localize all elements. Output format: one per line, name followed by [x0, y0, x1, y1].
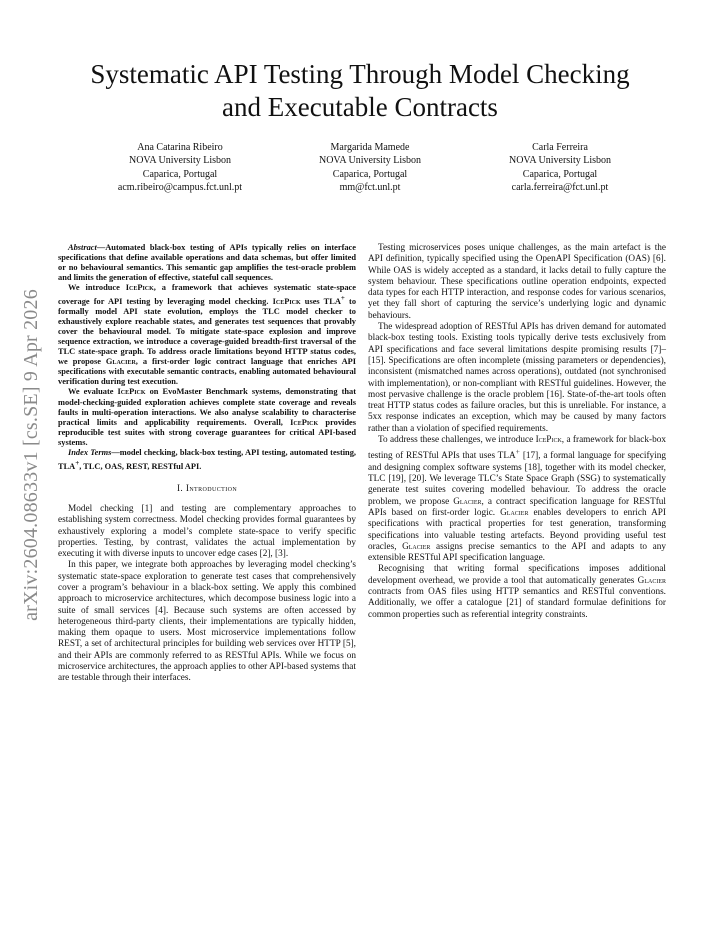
- intro-paragraph-2: In this paper, we integrate both approaches by leveraging model checking’s systematic state-space exploration to generate test cases that comprehensively cover a program’s behaviour in a black-box setting. We apply this combined approach to microservice architectures, which decompose business logic into a suite of small services [4]. Because such systems are often accessed by heterogeneous third-party clients, their implementations are typically hidden, making them opaque to users. Most microservice implementations follow REST, a set of architectural principles for building web services over HTTP [5], and their APIs are commonly referred to as RESTful APIs. While we focus on microservice architectures, the approach applies to other API-based systems that are testable through their interfaces.: [58, 560, 356, 684]
- author-affiliation: NOVA University Lisbon: [128, 155, 232, 167]
- icepick-name: IcePick: [125, 283, 154, 293]
- author-affiliation: NOVA University Lisbon: [318, 155, 422, 167]
- abstract-label: Abstract: [68, 243, 97, 252]
- icepick-name: IcePick: [272, 297, 301, 307]
- paper-title-line-1: Systematic API Testing Through Model Checking: [90, 59, 630, 89]
- glacier-name: Glacier: [453, 496, 482, 507]
- author-block: [90, 141, 650, 194]
- left-column: [58, 243, 356, 685]
- author-affiliation: NOVA University Lisbon: [508, 155, 612, 167]
- section-heading-introduction: I. Introduction: [176, 483, 238, 494]
- paper-title: [40, 58, 680, 124]
- intro-paragraph-6: Recognising that writing formal specifications imposes additional development overhead, we provide a tool that automatically generates Glacier contracts from OAS files using HTTP semantics and RESTful conventions. Additionally, we offer a catalogue [21] of standard formulae definitions for common properties such as referential integrity constraints.: [368, 564, 666, 620]
- author-1: [90, 141, 270, 194]
- abstract-paragraph-3: We evaluate IcePick on EvoMaster Benchmark systems, demonstrating that model-checking-guided exploration achieves complete state coverage and reveals faults in multi-operation interactions. We also analyse scalability to characterise practical limits and applicability requirements. Overall, IcePick provides reproducible test suites with strong coverage guarantees for critical API-based systems.: [58, 387, 356, 447]
- author-location: Caparica, Portugal: [522, 168, 598, 180]
- author-name: Ana Catarina Ribeiro: [137, 142, 223, 153]
- index-terms: Index Terms—model checking, black-box testing, API testing, automated testing, TLA+, TLC, OAS, REST, RESTful API.: [58, 447, 356, 471]
- icepick-name: IcePick: [290, 417, 319, 427]
- intro-paragraph-3: Testing microservices poses unique challenges, as the main artefact is the API definition, typically specified using the OpenAPI Specification (OAS) [6]. While OAS is widely accepted as a standard, it lacks detail to fully capture the system behaviour. These specifications outline operation endpoints, expected data types for each HTTP interaction, and response codes for various scenarios, yet they fall short of capturing the service’s underlying logic and dynamic behaviours.: [368, 243, 666, 321]
- author-name: Carla Ferreira: [532, 142, 588, 153]
- author-email: carla.ferreira@fct.unl.pt: [511, 181, 609, 193]
- abstract: [58, 243, 356, 472]
- arxiv-sidebar: [10, 255, 52, 655]
- glacier-name: Glacier: [402, 541, 431, 552]
- intro-paragraph-1: Model checking [1] and testing are complementary approaches to establishing system correctness. Model checking provides formal guarantees by exhaustively exploring a model’s complete state-space to verify specific properties. Testing, by contrast, validates the actual implementation by executing it with diverse inputs to uncover edge cases [2], [3].: [58, 503, 356, 560]
- paper-title-line-2: and Executable Contracts: [222, 92, 498, 122]
- glacier-name: Glacier: [500, 507, 529, 518]
- author-3: [470, 141, 650, 194]
- abstract-paragraph-2: We introduce IcePick, a framework that achieves systematic state-space coverage for API testing by leveraging model checking. IcePick uses TLA+ to formally model API state evolution, employs the TLC model checker to exhaustively explore reachable states, and generates test sequences that provably cover the behavioural model. To mitigate state-space explosion and improve sequence extraction, we introduce a coverage-guided breadth-first traversal of the TLC state-space graph. To address oracle limitations beyond HTTP status codes, we propose Glacier, a first-order logic contract language that enriches API specifications with executable semantic contracts, enabling automated behavioural verification during test execution.: [58, 283, 357, 387]
- author-2: [280, 141, 460, 194]
- glacier-name: Glacier: [637, 575, 666, 586]
- glacier-name: Glacier: [105, 357, 136, 367]
- author-name: Margarida Mamede: [330, 142, 410, 153]
- abstract-paragraph-1: Abstract—Automated black-box testing of APIs typically relies on interface specifications that define available operations and data schemas, but offer limited or no behavioural semantics. This semantic gap amplifies the test-oracle problem and limits the generation of effective, stateful call sequences.: [58, 243, 356, 283]
- intro-paragraph-5: To address these challenges, we introduce IcePick, a framework for black-box testing of RESTful APIs that uses TLA+ [17], a formal language for specifying and designing complex software systems [18], together with its model checker, TLC [19], [20]. We leverage TLC’s State Space Graph (SSG) to systematically generate test suites covering modelled behaviour. To address the oracle problem, we propose Glacier, a contract specification language for RESTful APIs based on first-order logic. Glacier enables developers to enrich API specifications with practical properties for test generation, transforming specifications into valuable testing artefacts. Beyond providing useful test oracles, Glacier assigns precise semantics to the API and adapts to any extensible RESTful API specification language.: [368, 435, 666, 564]
- icepick-name: IcePick: [117, 387, 146, 397]
- index-terms-label: Index Terms: [68, 447, 112, 457]
- arxiv-identifier: arXiv:2604.08633v1 [cs.SE] 9 Apr 2026: [20, 289, 42, 621]
- intro-paragraph-4: The widespread adoption of RESTful APIs has driven demand for automated black-box testing tools. Existing tools typically derive tests exclusively from API specifications and face several limitations despite promising results [7]–[15]. Specifications are often incomplete (missing parameters or dependencies), inconsistent (mismatched names across operations), outdated (not synchronised with implementation), or non-compliant with RESTful guidelines. However, the most pervasive challenge is the oracle problem [16]. State-of-the-art tools often treat HTTP status codes as failure oracles, but this is unreliable. For instance, a 5xx response indicates an exception, which may be caused by many factors rather than a violation of specified requirements.: [368, 322, 666, 434]
- author-email: acm.ribeiro@campus.fct.unl.pt: [117, 181, 243, 193]
- author-location: Caparica, Portugal: [142, 168, 218, 180]
- icepick-name: IcePick: [535, 435, 562, 446]
- author-email: mm@fct.unl.pt: [339, 181, 401, 193]
- right-column: [368, 243, 666, 621]
- author-location: Caparica, Portugal: [332, 168, 408, 180]
